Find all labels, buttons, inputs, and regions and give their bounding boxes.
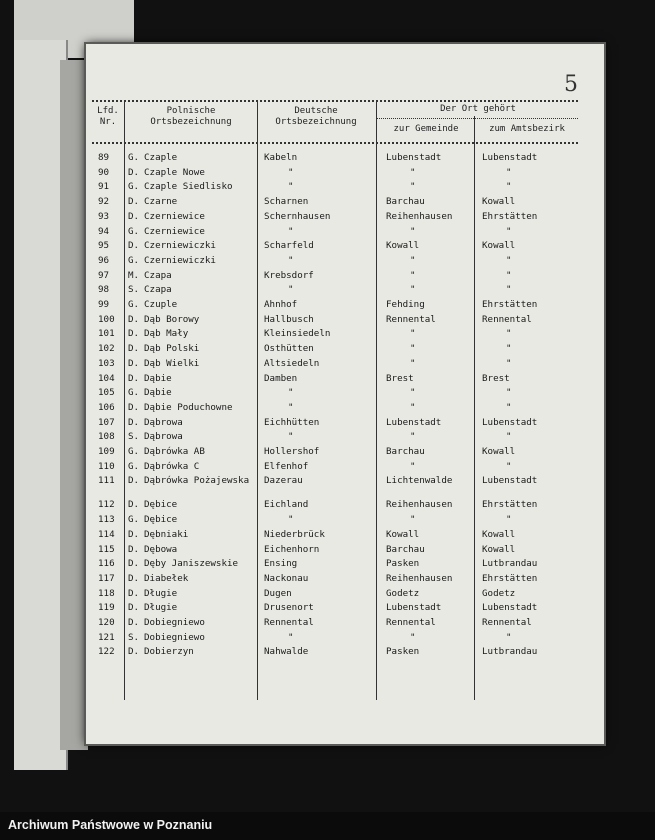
row-polish-name: Dąbrówka Pożajewska (144, 475, 250, 487)
row-german-name: Drusenort (264, 602, 314, 614)
row-polish-name: Dobierzyn (144, 646, 194, 658)
document-page (86, 44, 604, 744)
row-amtsbezirk: " (506, 181, 512, 193)
row-type: M. (128, 269, 140, 281)
row-type: D. (128, 602, 140, 614)
row-german-name: Kleinsiedeln (264, 328, 331, 340)
row-number: 97 (98, 269, 110, 281)
row-number: 90 (98, 166, 110, 178)
row-polish-name: Dęby Janiszewskie (144, 558, 239, 570)
row-german-name: Kabeln (264, 152, 298, 163)
row-gemeinde: " (410, 225, 416, 237)
row-number: 94 (98, 225, 110, 237)
row-type: G. (128, 181, 140, 193)
row-number: 118 (98, 587, 115, 599)
row-amtsbezirk: Lubenstadt (482, 602, 538, 614)
row-amtsbezirk: Kowall (482, 446, 516, 457)
table-row (86, 211, 604, 226)
row-german-name: Hollershof (264, 446, 320, 457)
row-gemeinde: Barchau (386, 196, 425, 208)
row-gemeinde: Rennental (386, 617, 436, 628)
row-polish-name: Czapa (144, 269, 172, 281)
row-amtsbezirk: Brest (482, 372, 510, 384)
row-german-name: Nackonau (264, 572, 309, 584)
row-gemeinde: " (410, 343, 416, 355)
row-polish-name: Dąbie Poduchowne (144, 401, 233, 413)
row-german-name: Eichhütten (264, 416, 320, 428)
table-row (86, 417, 604, 432)
row-german-name: Krebsdorf (264, 269, 314, 281)
row-polish-name: Dąbrowa (144, 416, 183, 428)
table-row (86, 617, 604, 632)
row-amtsbezirk: " (506, 343, 512, 355)
row-german-name: " (288, 631, 294, 643)
row-amtsbezirk: " (506, 431, 512, 443)
row-polish-name: Dąbie (144, 387, 172, 399)
table-row (86, 343, 604, 358)
row-polish-name: Czerniewice (144, 225, 205, 237)
row-amtsbezirk: " (506, 254, 512, 266)
row-gemeinde: Lichtenwalde (386, 475, 453, 487)
row-number: 110 (98, 460, 115, 472)
header-zum-amtsbezirk: zum Amtsbezirk (489, 124, 565, 134)
row-polish-name: Czarne (144, 196, 178, 208)
row-gemeinde: " (410, 166, 416, 178)
row-number: 105 (98, 387, 115, 399)
row-number: 95 (98, 240, 110, 252)
row-type: D. (128, 572, 140, 584)
archive-name: Archiwum Państwowe w Poznaniu (8, 818, 213, 832)
row-number: 109 (98, 446, 115, 457)
table-row (86, 475, 604, 490)
row-amtsbezirk: " (506, 460, 512, 472)
row-polish-name: Czuple (144, 299, 178, 310)
row-number: 96 (98, 254, 110, 266)
row-polish-name: Czerniewice (144, 210, 205, 222)
paper-edge-shadow (60, 60, 88, 750)
row-polish-name: Dąb Wielki (144, 357, 200, 369)
table-row (86, 255, 604, 270)
row-polish-name: Czaple (144, 152, 178, 163)
row-amtsbezirk: " (506, 357, 512, 369)
row-gemeinde: " (410, 401, 416, 413)
row-type: D. (128, 543, 140, 555)
table-row (86, 558, 604, 573)
row-gemeinde: Fehding (386, 299, 425, 310)
row-type: D. (128, 343, 140, 355)
table-row (86, 646, 604, 661)
row-gemeinde: " (410, 181, 416, 193)
row-type: D. (128, 475, 140, 487)
table-row (86, 602, 604, 617)
table-row (86, 358, 604, 373)
row-type: G. (128, 225, 140, 237)
table-row (86, 181, 604, 196)
row-gemeinde: Lubenstadt (386, 152, 442, 163)
row-german-name: " (288, 514, 294, 526)
row-gemeinde: Pasken (386, 646, 420, 658)
row-type: S. (128, 431, 140, 443)
table-row (86, 196, 604, 211)
row-amtsbezirk: Ehrstätten (482, 299, 538, 310)
header-deutsche: Deutsche Ortsbezeichnung (275, 106, 357, 127)
row-polish-name: Dąb Polski (144, 343, 200, 355)
row-polish-name: Dąbrówka AB (144, 446, 205, 457)
row-number: 98 (98, 284, 110, 296)
row-amtsbezirk: Lubenstadt (482, 475, 538, 487)
row-polish-name: Czapa (144, 284, 172, 296)
header-zur-gemeinde: zur Gemeinde (393, 124, 459, 134)
row-type: D. (128, 646, 140, 658)
row-german-name: " (288, 254, 294, 266)
row-german-name: Ensing (264, 558, 298, 570)
row-gemeinde: " (410, 387, 416, 399)
row-amtsbezirk: " (506, 166, 512, 178)
table-row (86, 328, 604, 343)
row-number: 117 (98, 572, 115, 584)
row-type: D. (128, 196, 140, 208)
row-number: 102 (98, 343, 115, 355)
table-row (86, 402, 604, 417)
row-german-name: " (288, 387, 294, 399)
row-number: 107 (98, 416, 115, 428)
row-polish-name: Dąbie (144, 372, 172, 384)
row-number: 106 (98, 401, 115, 413)
table-row (86, 499, 604, 514)
table-row (86, 284, 604, 299)
row-amtsbezirk: Rennental (482, 313, 532, 325)
row-polish-name: Czaple Siedlisko (144, 181, 233, 193)
row-number: 100 (98, 313, 115, 325)
row-number: 93 (98, 210, 110, 222)
row-polish-name: Diabełek (144, 572, 189, 584)
row-gemeinde: Kowall (386, 528, 420, 540)
row-type: D. (128, 313, 140, 325)
row-german-name: Niederbrück (264, 528, 325, 540)
row-gemeinde: Barchau (386, 446, 425, 457)
row-number: 113 (98, 514, 115, 526)
row-gemeinde: Reihenhausen (386, 210, 453, 222)
row-number: 89 (98, 152, 110, 163)
row-type: D. (128, 617, 140, 628)
row-polish-name: Dębice (144, 499, 178, 511)
row-amtsbezirk: Kowall (482, 196, 516, 208)
row-gemeinde: Godetz (386, 587, 420, 599)
row-type: G. (128, 460, 140, 472)
row-polish-name: Dąb Mały (144, 328, 189, 340)
row-german-name: " (288, 181, 294, 193)
row-german-name: Eichenhorn (264, 543, 320, 555)
row-polish-name: Dębniaki (144, 528, 189, 540)
row-gemeinde: " (410, 357, 416, 369)
row-amtsbezirk: Kowall (482, 528, 516, 540)
row-german-name: Scharfeld (264, 240, 314, 252)
table-header (92, 100, 578, 144)
row-gemeinde: Rennental (386, 313, 436, 325)
row-type: G. (128, 152, 140, 163)
row-amtsbezirk: Lubenstadt (482, 416, 538, 428)
row-number: 92 (98, 196, 110, 208)
row-polish-name: Dobiegniewo (144, 617, 205, 628)
row-polish-name: Dębice (144, 514, 178, 526)
row-type: D. (128, 401, 140, 413)
row-type: D. (128, 166, 140, 178)
row-type: G. (128, 299, 140, 310)
row-amtsbezirk: " (506, 269, 512, 281)
row-amtsbezirk: Ehrstätten (482, 572, 538, 584)
row-type: D. (128, 328, 140, 340)
row-gemeinde: " (410, 254, 416, 266)
row-amtsbezirk: " (506, 328, 512, 340)
row-amtsbezirk: Ehrstätten (482, 210, 538, 222)
row-gemeinde: " (410, 328, 416, 340)
row-type: D. (128, 528, 140, 540)
row-number: 103 (98, 357, 115, 369)
row-german-name: Dazerau (264, 475, 303, 487)
page-number: 5 (564, 72, 578, 97)
row-number: 119 (98, 602, 115, 614)
table-row (86, 270, 604, 285)
row-gemeinde: " (410, 269, 416, 281)
row-number: 115 (98, 543, 115, 555)
table-row (86, 387, 604, 402)
row-gemeinde: " (410, 431, 416, 443)
row-gemeinde: Reihenhausen (386, 499, 453, 511)
row-amtsbezirk: Godetz (482, 587, 516, 599)
row-gemeinde: " (410, 460, 416, 472)
row-gemeinde: " (410, 631, 416, 643)
row-type: D. (128, 372, 140, 384)
row-german-name: " (288, 431, 294, 443)
row-polish-name: Czaple Nowe (144, 166, 205, 178)
row-number: 114 (98, 528, 115, 540)
row-amtsbezirk: Lubenstadt (482, 152, 538, 163)
table-row (86, 226, 604, 241)
archive-footer (0, 812, 655, 840)
row-number: 101 (98, 328, 115, 340)
row-gemeinde: Kowall (386, 240, 420, 252)
row-number: 108 (98, 431, 115, 443)
row-amtsbezirk: " (506, 401, 512, 413)
table-row (86, 632, 604, 647)
row-german-name: Nahwalde (264, 646, 309, 658)
row-german-name: Damben (264, 372, 298, 384)
row-type: D. (128, 210, 140, 222)
row-amtsbezirk: " (506, 514, 512, 526)
row-gemeinde: Brest (386, 372, 414, 384)
row-type: D. (128, 357, 140, 369)
row-type: G. (128, 446, 140, 457)
table-row (86, 373, 604, 388)
row-gemeinde: Reihenhausen (386, 572, 453, 584)
row-gemeinde: Pasken (386, 558, 420, 570)
row-gemeinde: Barchau (386, 543, 425, 555)
row-amtsbezirk: Kowall (482, 543, 516, 555)
table-row (86, 573, 604, 588)
row-type: S. (128, 284, 140, 296)
row-number: 104 (98, 372, 115, 384)
row-type: S. (128, 631, 140, 643)
row-gemeinde: " (410, 514, 416, 526)
row-german-name: Osthütten (264, 343, 314, 355)
table-row (86, 152, 604, 167)
row-polish-name: Dębowa (144, 543, 178, 555)
row-amtsbezirk: " (506, 225, 512, 237)
row-amtsbezirk: Lutbrandau (482, 646, 538, 658)
row-type: D. (128, 558, 140, 570)
table-row (86, 446, 604, 461)
table-row (86, 240, 604, 255)
row-amtsbezirk: " (506, 284, 512, 296)
header-lfd: Lfd. Nr. (97, 106, 119, 127)
row-number: 99 (98, 299, 110, 310)
row-amtsbezirk: Lutbrandau (482, 558, 538, 570)
row-german-name: Hallbusch (264, 313, 314, 325)
row-german-name: " (288, 284, 294, 296)
row-type: G. (128, 514, 140, 526)
row-number: 111 (98, 475, 115, 487)
row-type: D. (128, 240, 140, 252)
table-row (86, 514, 604, 529)
table-row (86, 588, 604, 603)
row-german-name: Rennental (264, 617, 314, 628)
row-polish-name: Czerniewiczki (144, 254, 216, 266)
row-german-name: " (288, 225, 294, 237)
row-polish-name: Czerniewiczki (144, 240, 216, 252)
row-number: 122 (98, 646, 115, 658)
table-row (86, 461, 604, 476)
table-row (86, 529, 604, 544)
row-type: D. (128, 416, 140, 428)
row-german-name: Schernhausen (264, 210, 331, 222)
table-row (86, 299, 604, 314)
row-number: 91 (98, 181, 110, 193)
row-amtsbezirk: Ehrstätten (482, 499, 538, 511)
row-gemeinde: " (410, 284, 416, 296)
row-german-name: Elfenhof (264, 460, 309, 472)
row-number: 120 (98, 617, 115, 628)
row-german-name: Ahnhof (264, 299, 298, 310)
row-german-name: Dugen (264, 587, 292, 599)
row-polish-name: Długie (144, 587, 178, 599)
header-polnische: Polnische Ortsbezeichnung (150, 106, 232, 127)
table-row (86, 314, 604, 329)
row-german-name: Altsiedeln (264, 357, 320, 369)
table-row (86, 544, 604, 559)
row-german-name: " (288, 401, 294, 413)
row-amtsbezirk: Rennental (482, 617, 532, 628)
table-row (86, 167, 604, 182)
row-type: G. (128, 254, 140, 266)
row-number: 112 (98, 499, 115, 511)
row-gemeinde: Lubenstadt (386, 416, 442, 428)
row-polish-name: Długie (144, 602, 178, 614)
row-polish-name: Dąbrowa (144, 431, 183, 443)
row-amtsbezirk: Kowall (482, 240, 516, 252)
row-polish-name: Dobiegniewo (144, 631, 205, 643)
row-gemeinde: Lubenstadt (386, 602, 442, 614)
header-subdivider (376, 118, 578, 119)
row-german-name: Eichland (264, 499, 309, 511)
row-type: D. (128, 499, 140, 511)
header-der-ort: Der Ort gehört (440, 104, 516, 114)
row-german-name: " (288, 166, 294, 178)
row-type: D. (128, 587, 140, 599)
row-german-name: Scharnen (264, 196, 309, 208)
table-row (86, 431, 604, 446)
row-amtsbezirk: " (506, 387, 512, 399)
row-polish-name: Dąb Borowy (144, 313, 200, 325)
row-amtsbezirk: " (506, 631, 512, 643)
row-type: G. (128, 387, 140, 399)
row-polish-name: Dąbrówka C (144, 460, 200, 472)
row-number: 121 (98, 631, 115, 643)
row-number: 116 (98, 558, 115, 570)
